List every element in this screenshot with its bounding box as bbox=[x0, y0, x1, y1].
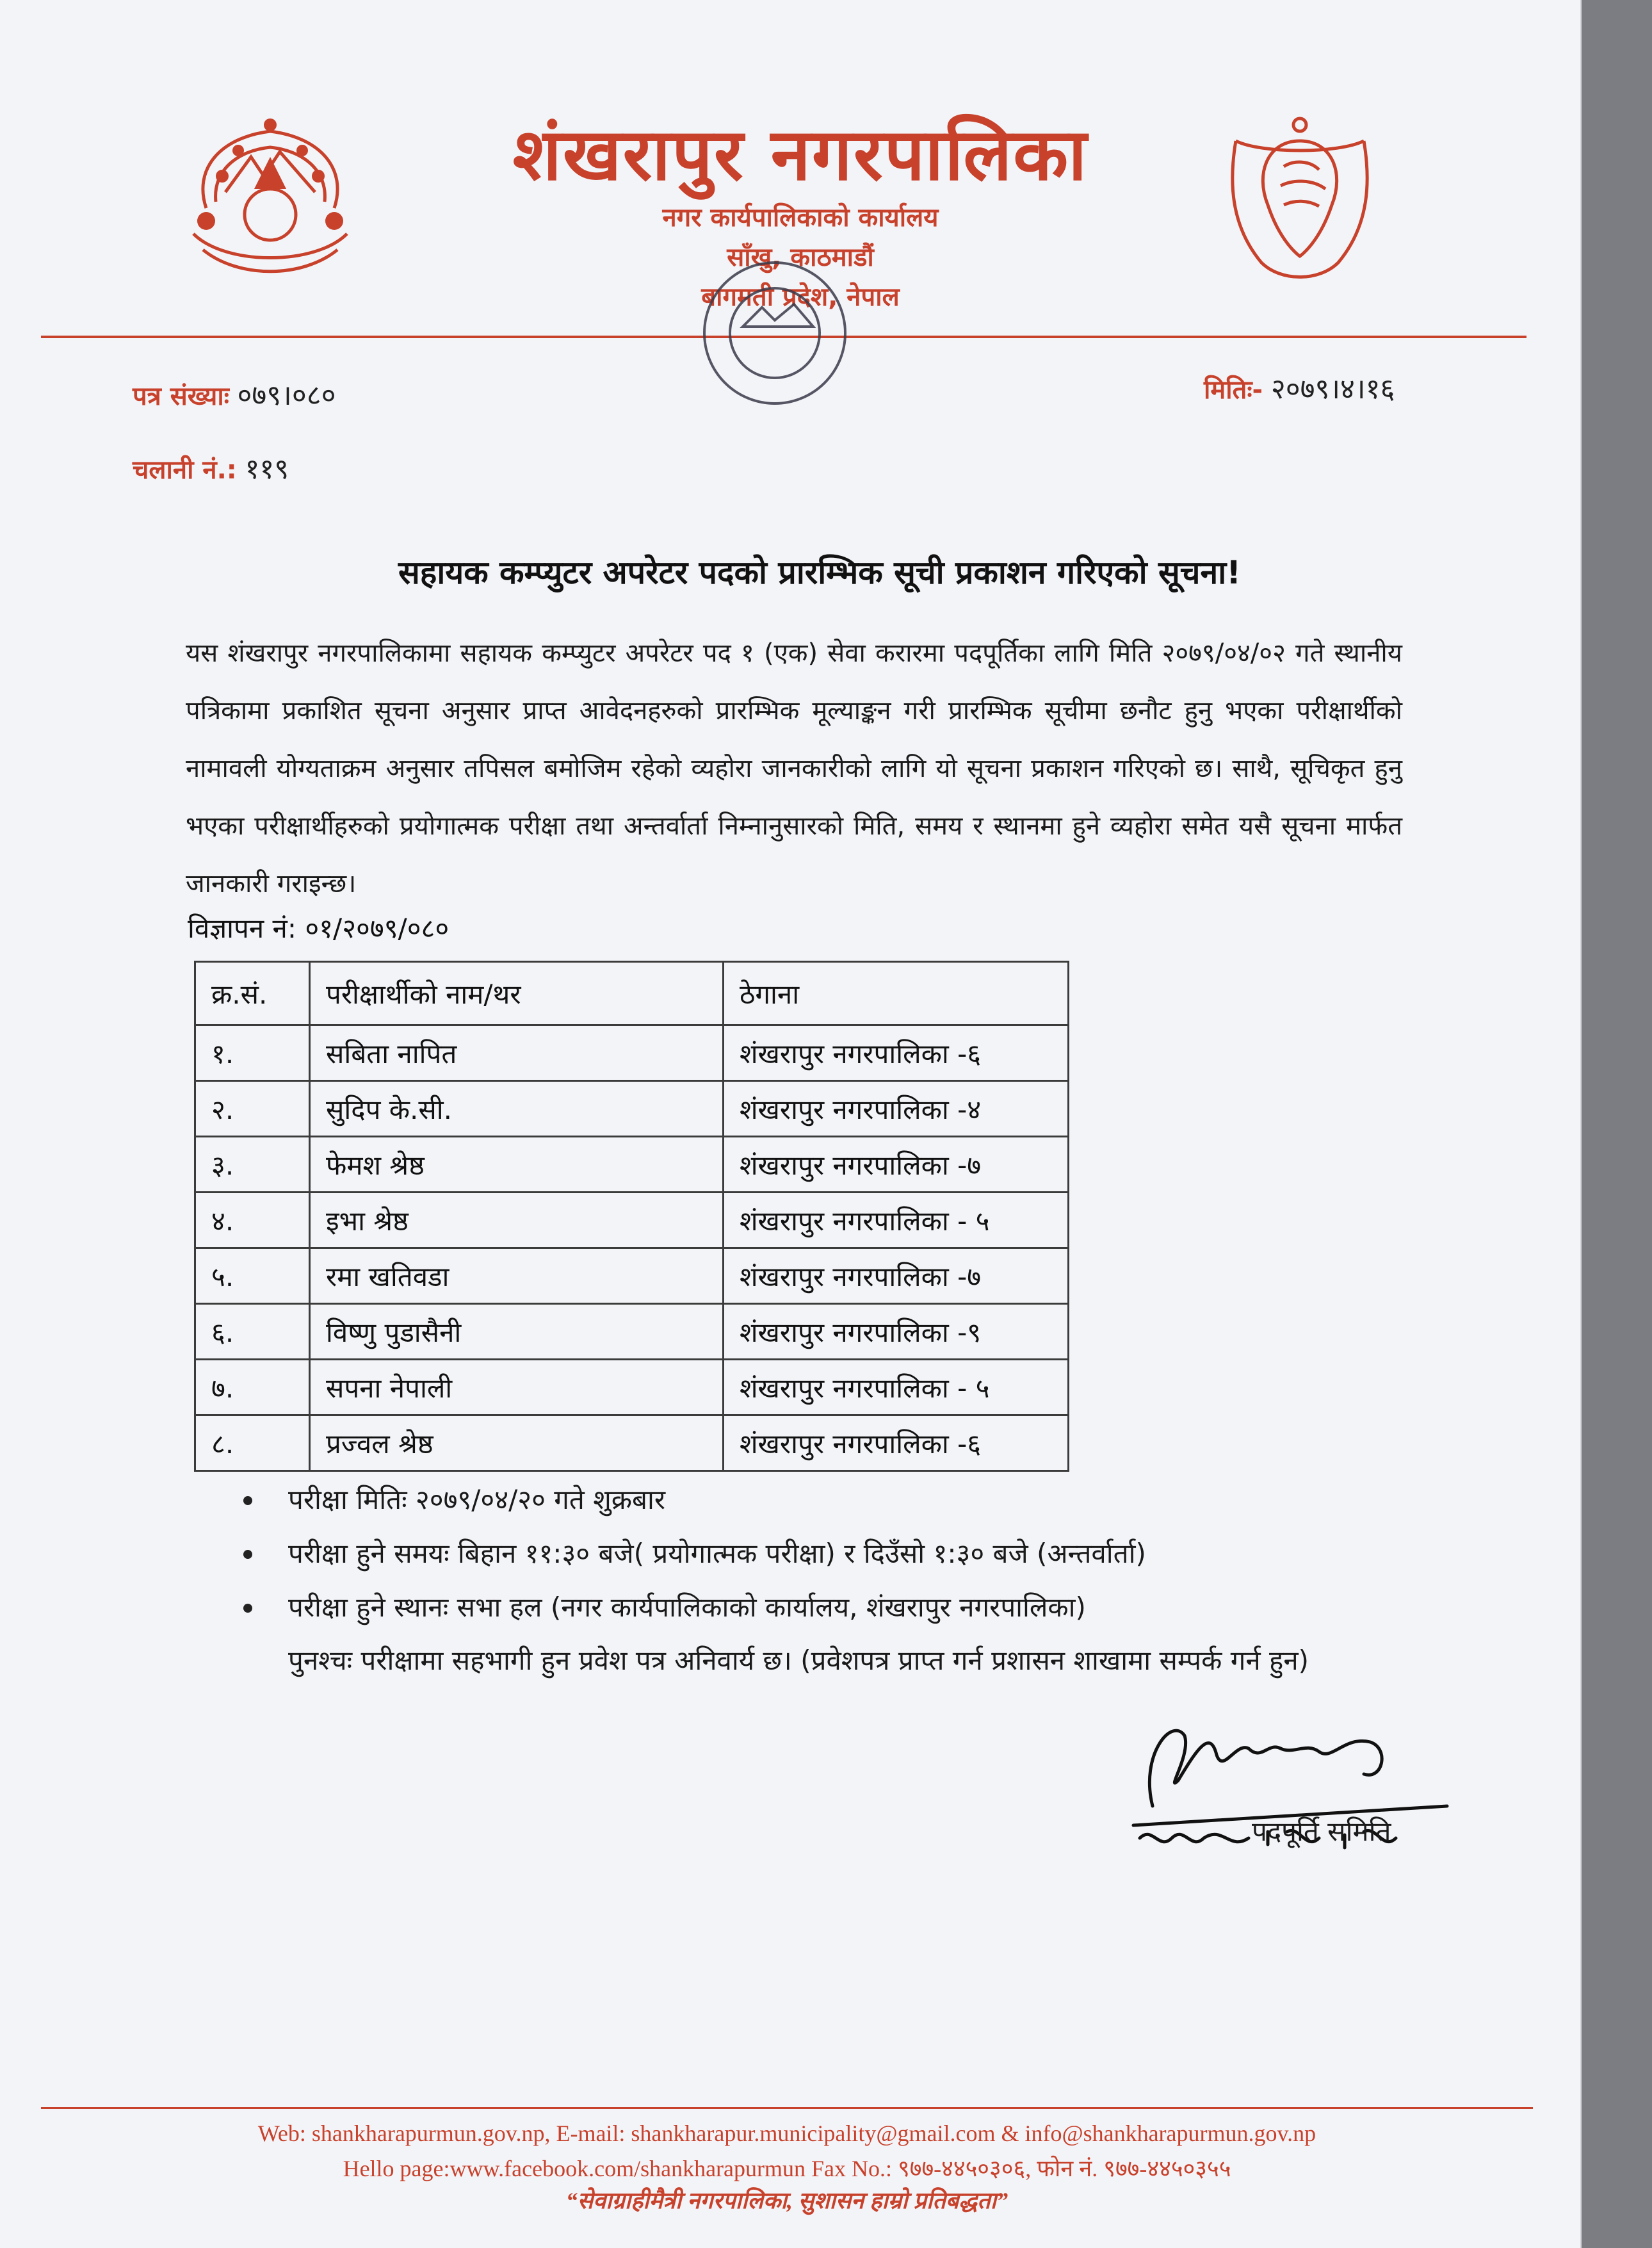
conch-emblem-icon bbox=[1223, 115, 1377, 288]
cell-serial: ६. bbox=[195, 1304, 310, 1360]
cell-address: शंखरापुर नगरपालिका -७ bbox=[724, 1137, 1069, 1193]
cell-serial: २. bbox=[195, 1081, 310, 1137]
office-name: नगर कार्यपालिकाको कार्यालय bbox=[662, 203, 939, 232]
table-header-row bbox=[195, 962, 1069, 1025]
office-province: बागमती प्रदेश, नेपाल bbox=[701, 282, 900, 312]
footer-divider bbox=[41, 2107, 1533, 2109]
municipality-title: शंखरापुर नगरपालिका bbox=[512, 113, 1089, 197]
cell-address: शंखरापुर नगरपालिका -६ bbox=[724, 1415, 1069, 1471]
table-row bbox=[195, 1137, 1069, 1193]
exam-time: परीक्षा हुने समयः बिहान ११:३० बजे( प्रयोगात्मक परीक्षा) र दिउँसो १:३० बजे (अन्तर्वार्ता) bbox=[288, 1538, 1146, 1569]
notice-title: सहायक कम्प्युटर अपरेटर पदको प्रारम्भिक सूची प्रकाशन गरिएको सूचना! bbox=[398, 554, 1241, 591]
office-seal-icon bbox=[647, 243, 916, 487]
bullet-icon bbox=[243, 1550, 252, 1559]
table-row bbox=[195, 1304, 1069, 1360]
cell-address: शंखरापुर नगरपालिका -९ bbox=[724, 1304, 1069, 1360]
postscript: पुनश्चः परीक्षामा सहभागी हुन प्रवेश पत्र अनिवार्य छ। (प्रवेशपत्र प्राप्त गर्न प्रशासन शाखामा सम्पर्क गर्न हुन) bbox=[288, 1645, 1309, 1676]
candidate-table bbox=[194, 961, 1069, 1472]
dispatch-number bbox=[133, 448, 289, 487]
cell-name: इभा श्रेष्ठ bbox=[310, 1193, 724, 1248]
cell-address: शंखरापुर नगरपालिका - ५ bbox=[724, 1360, 1069, 1415]
cell-serial: ४. bbox=[195, 1193, 310, 1248]
cell-address: शंखरापुर नगरपालिका -४ bbox=[724, 1081, 1069, 1137]
letter-date-label: मितिः- bbox=[1204, 375, 1263, 405]
cell-serial: ५. bbox=[195, 1248, 310, 1304]
cell-name: फेमश श्रेष्ठ bbox=[310, 1137, 724, 1193]
cell-name: विष्णु पुडासैनी bbox=[310, 1304, 724, 1360]
column-header-address: ठेगाना bbox=[724, 962, 1069, 1025]
letter-date-value: २०७९।४।१६ bbox=[1270, 373, 1395, 405]
committee-name: पदपूर्ति समिति bbox=[1252, 1816, 1391, 1847]
cell-address: शंखरापुर नगरपालिका -७ bbox=[724, 1248, 1069, 1304]
office-address: साँखु, काठमाडौं bbox=[727, 243, 874, 272]
footer-social: Hello page:www.facebook.com/shankharapurmun Fax No.: ९७७-४४५०३०६, फोन नं. ९७७-४४५०३५५ bbox=[343, 2156, 1231, 2181]
exam-venue: परीक्षा हुने स्थानः सभा हल (नगर कार्यपालिकाको कार्यालय, शंखरापुर नगरपालिका) bbox=[288, 1592, 1086, 1623]
cell-name: प्रज्वल श्रेष्ठ bbox=[310, 1415, 724, 1471]
list-item bbox=[243, 1527, 1460, 1581]
cell-address: शंखरापुर नगरपालिका - ५ bbox=[724, 1193, 1069, 1248]
dispatch-number-label: चलानी नं.: bbox=[133, 455, 237, 485]
signature-icon bbox=[1114, 1678, 1473, 1883]
cell-name: सपना नेपाली bbox=[310, 1360, 724, 1415]
table-row bbox=[195, 1081, 1069, 1137]
notice-paragraph: यस शंखरापुर नगरपालिकामा सहायक कम्प्युटर अपरेटर पद १ (एक) सेवा करारमा पदपूर्तिका लागि मिति २०७९/०४/०२ गते स्थानीय पत्रिकामा प्रकाशित सूचना अनुसार प्राप्त आवेदनहरुको प्रारम्भिक मूल्याङ्कन गरी प्रारम्भिक सूचीमा छनौट हुनु भएका परीक्षार्थीको नामावली योग्यताक्रम अनुसार तपिसल बमोजिम रहेको व्यहोरा जानकारीको लागि यो सूचना प्रकाशन गरिएको छ। साथै, सूचिकृत हुनु भएका परीक्षार्थीहरुको प्रयोगात्मक परीक्षा तथा अन्तर्वार्ता निम्नानुसारको मिति, समय र स्थानमा हुने व्यहोरा समेत यसै सूचना मार्फत जानकारी गराइन्छ। bbox=[186, 639, 1402, 899]
letter-number-value: ०७९।०८० bbox=[237, 379, 336, 412]
list-item bbox=[243, 1473, 1460, 1527]
letter-number-label: पत्र संख्याः bbox=[133, 382, 229, 411]
nepal-emblem-icon bbox=[168, 112, 373, 298]
table-row bbox=[195, 1415, 1069, 1471]
column-header-serial: क्र.सं. bbox=[195, 962, 310, 1025]
footer-slogan: “सेवाग्राहीमैत्री नगरपालिका, सुशासन हाम्रो प्रतिबद्धता” bbox=[565, 2188, 1008, 2213]
advertisement-number: विज्ञापन नं: ०१/२०७९/०८० bbox=[188, 913, 449, 944]
cell-serial: ८. bbox=[195, 1415, 310, 1471]
table-row bbox=[195, 1193, 1069, 1248]
cell-serial: ७. bbox=[195, 1360, 310, 1415]
cell-name: सुदिप के.सी. bbox=[310, 1081, 724, 1137]
column-header-name: परीक्षार्थीको नाम/थर bbox=[310, 962, 724, 1025]
cell-serial: ३. bbox=[195, 1137, 310, 1193]
cell-name: रमा खतिवडा bbox=[310, 1248, 724, 1304]
exam-date: परीक्षा मितिः २०७९/०४/२० गते शुक्रबार bbox=[288, 1484, 666, 1515]
dispatch-number-value: ११९ bbox=[245, 453, 289, 485]
table-row bbox=[195, 1360, 1069, 1415]
bullet-icon bbox=[243, 1496, 252, 1505]
cell-name: सबिता नापित bbox=[310, 1025, 724, 1081]
list-item bbox=[243, 1581, 1460, 1634]
table-row bbox=[195, 1248, 1069, 1304]
letter-date bbox=[1204, 368, 1395, 407]
cell-address: शंखरापुर नगरपालिका -६ bbox=[724, 1025, 1069, 1081]
exam-details-list bbox=[243, 1473, 1460, 1634]
letter-number bbox=[133, 375, 336, 413]
table-row bbox=[195, 1025, 1069, 1081]
cell-serial: १. bbox=[195, 1025, 310, 1081]
scan-edge bbox=[1582, 0, 1652, 2248]
footer-contact: Web: shankharapurmun.gov.np, E-mail: shankharapur.municipality@gmail.com & info@shankharapurmun.gov.np bbox=[257, 2121, 1316, 2146]
bullet-icon bbox=[243, 1604, 252, 1613]
